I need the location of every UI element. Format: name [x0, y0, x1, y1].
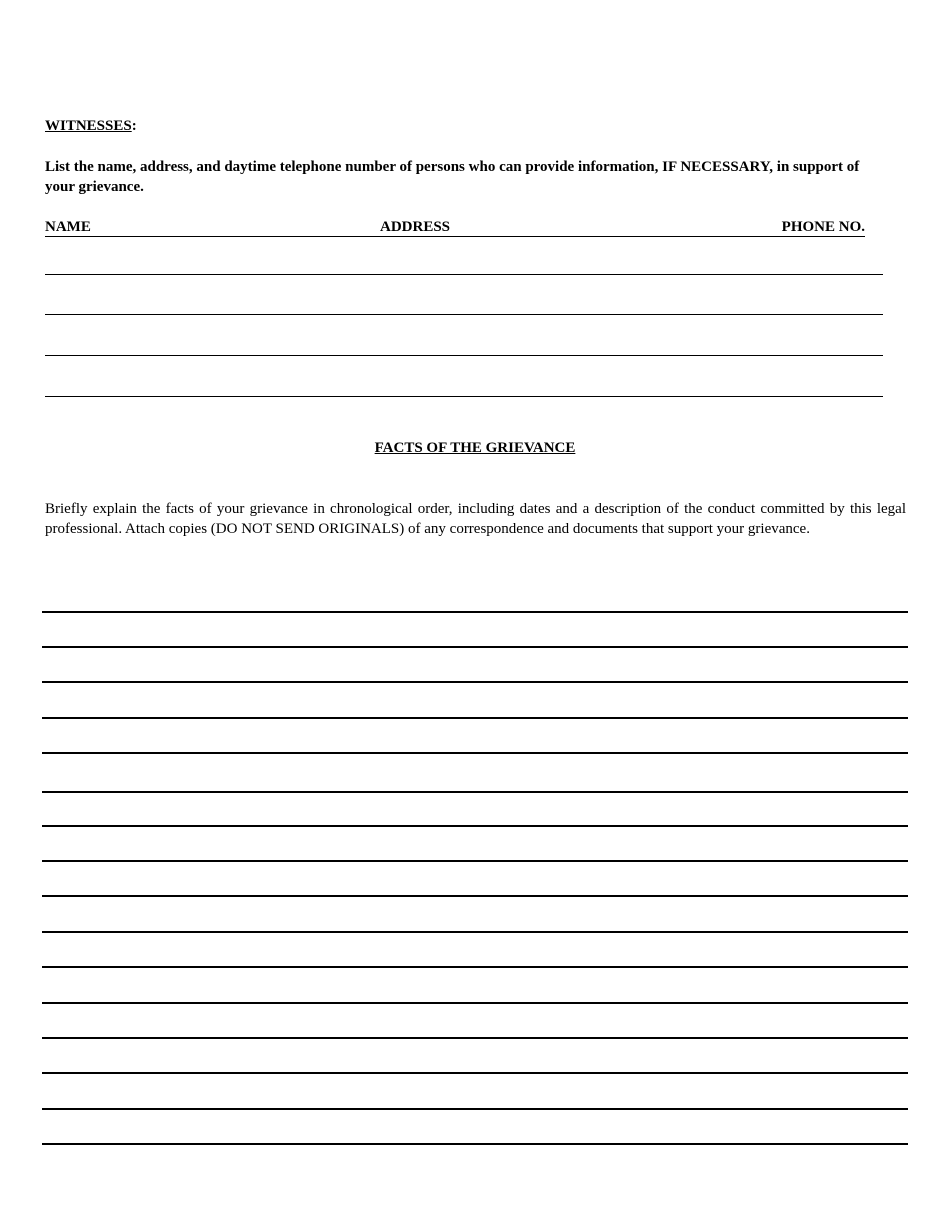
witness-entry-line[interactable] — [45, 274, 883, 275]
facts-entry-line[interactable] — [42, 717, 908, 719]
facts-entry-line[interactable] — [42, 895, 908, 897]
facts-entry-line[interactable] — [42, 681, 908, 683]
witnesses-instructions: List the name, address, and daytime telephone number of persons who can provide information, IF NECESSARY, in support of your grievance. — [45, 159, 860, 195]
facts-entry-line[interactable] — [42, 931, 908, 933]
facts-instructions: Briefly explain the facts of your grievance in chronological order, including dates and a description of the conduct committed by this legal professional. Attach copies (DO NOT SEND ORIGINALS) of any correspondence and documents that support your grievance. — [45, 501, 906, 537]
facts-entry-line[interactable] — [42, 860, 908, 862]
facts-entry-line[interactable] — [42, 611, 908, 613]
facts-title: FACTS OF THE GRIEVANCE — [374, 440, 576, 456]
facts-entry-line[interactable] — [42, 1108, 908, 1110]
witnesses-heading-label: WITNESSES — [45, 118, 132, 134]
witness-column-header — [45, 218, 865, 237]
witness-entry-line[interactable] — [45, 396, 883, 397]
witness-entry-line[interactable] — [45, 355, 883, 356]
column-name-label: NAME — [45, 219, 91, 235]
facts-entry-line[interactable] — [42, 1143, 908, 1145]
facts-entry-line[interactable] — [42, 1072, 908, 1074]
witness-entry-line[interactable] — [45, 314, 883, 315]
facts-entry-line[interactable] — [42, 791, 908, 793]
facts-entry-line[interactable] — [42, 752, 908, 754]
facts-entry-line[interactable] — [42, 966, 908, 968]
facts-entry-line[interactable] — [42, 1002, 908, 1004]
witnesses-heading — [45, 117, 137, 135]
facts-entry-line[interactable] — [42, 825, 908, 827]
column-phone-label: PHONE NO. — [781, 219, 865, 235]
facts-entry-line[interactable] — [42, 1037, 908, 1039]
witnesses-heading-colon: : — [131, 118, 137, 134]
column-address-label: ADDRESS — [380, 219, 451, 235]
facts-entry-line[interactable] — [42, 646, 908, 648]
